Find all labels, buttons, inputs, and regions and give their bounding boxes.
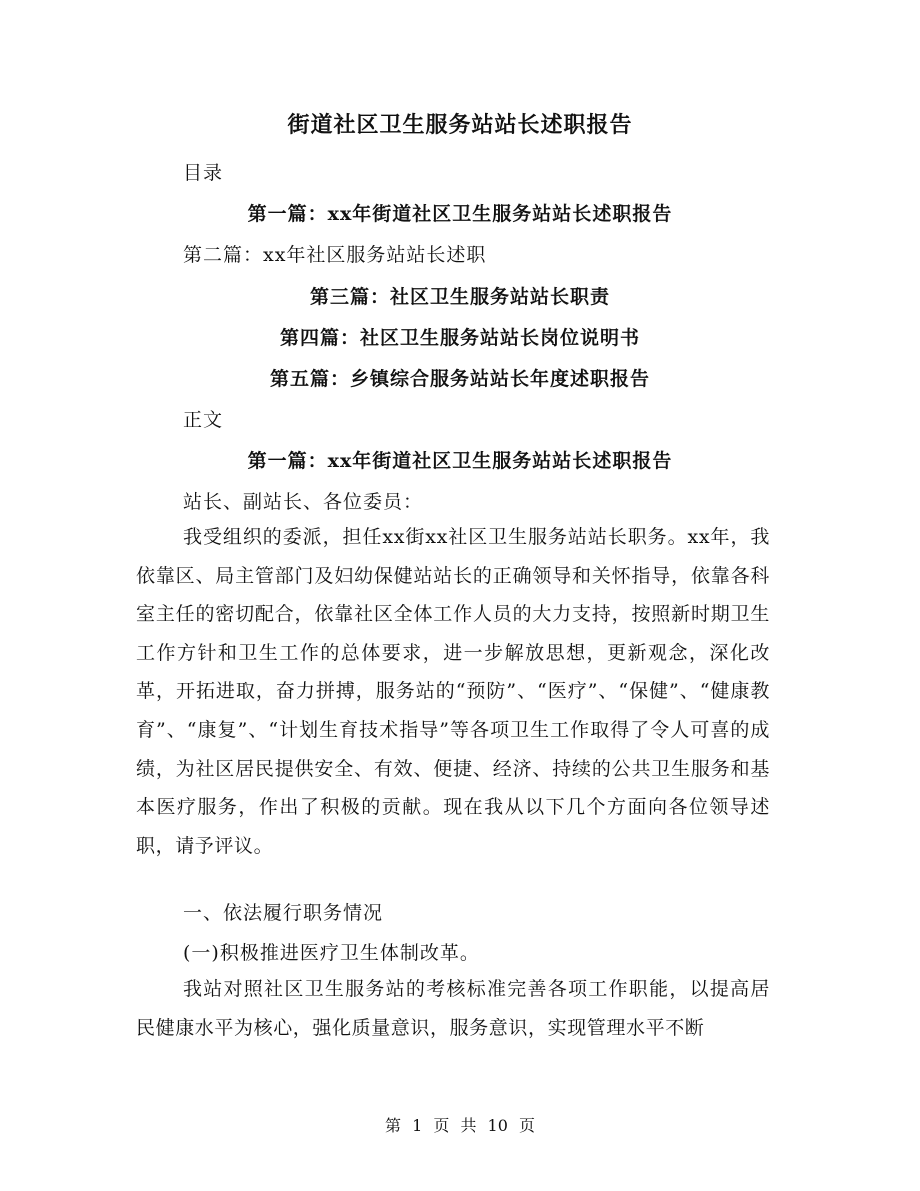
paragraph-1: 我受组织的委派，担任xx街xx社区卫生服务站站长职务。xx年，我依靠区、局主管部门及妇幼保健站站长的正确领导和关怀指导，依靠各科室主任的密切配合，依靠社区全体工作人员的大力支持，按照新时期卫生工作方针和卫生工作的总体要求，进一步解放思想，更新观念，深化改革，开拓进取，奋力拼搏，服务站的“预防”、“医疗”、“保健”、“健康教育”、“康复”、“计划生育技术指导”等各项卫生工作取得了令人可喜的成绩，为社区居民提供安全、有效、便捷、经济、持续的公共卫生服务和基本医疗服务，作出了积极的贡献。现在我从以下几个方面向各位领导述职，请予评议。 bbox=[136, 526, 770, 857]
toc-label: 目录 bbox=[183, 162, 224, 184]
toc-item-1: 第一篇：xx年街道社区卫生服务站站长述职报告 bbox=[247, 203, 673, 225]
toc-item-2: 第二篇：xx年社区服务站站长述职 bbox=[183, 244, 487, 266]
toc-item-3: 第三篇：社区卫生服务站站长职责 bbox=[309, 286, 610, 308]
heading-1: 一、依法履行职务情况 bbox=[183, 902, 384, 924]
document-title: 街道社区卫生服务站站长述职报告 bbox=[287, 112, 633, 138]
heading-1-1: (一)积极推进医疗卫生体制改革。 bbox=[183, 942, 480, 964]
body-label: 正文 bbox=[183, 409, 224, 431]
page-footer: 第 1 页 共 10 页 bbox=[385, 1116, 535, 1135]
section-title: 第一篇：xx年街道社区卫生服务站站长述职报告 bbox=[247, 450, 673, 472]
paragraph-2: 我站对照社区卫生服务站的考核标准完善各项工作职能，以提高居民健康水平为核心，强化质量意识，服务意识，实现管理水平不断 bbox=[136, 978, 770, 1039]
toc-item-5: 第五篇：乡镇综合服务站站长年度述职报告 bbox=[269, 368, 650, 390]
toc-item-4: 第四篇：社区卫生服务站站长岗位说明书 bbox=[279, 327, 640, 349]
salutation: 站长、副站长、各位委员： bbox=[183, 491, 424, 513]
